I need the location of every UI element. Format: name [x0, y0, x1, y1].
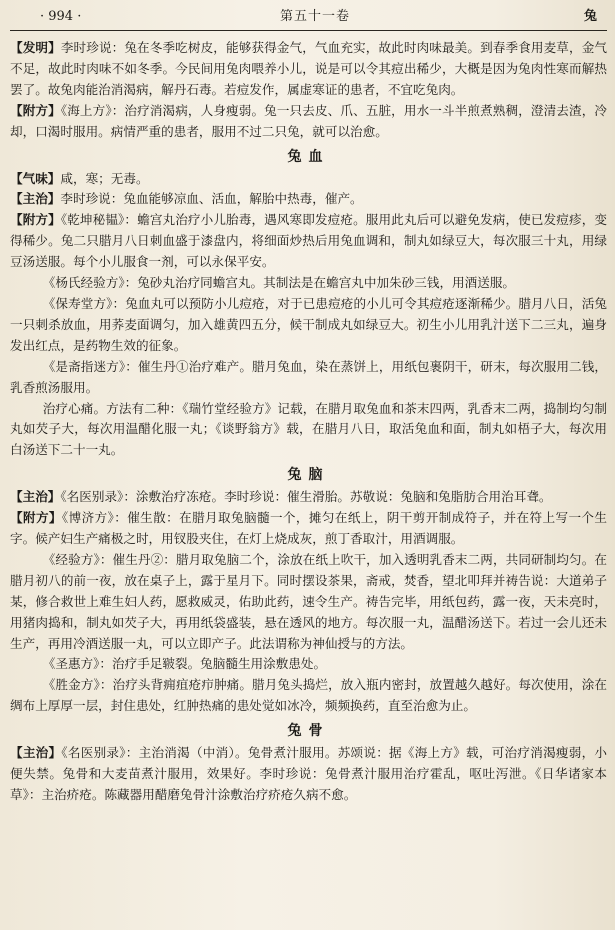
- tunao-fufang-paragraph: [10, 508, 607, 550]
- section-tab: 兔: [583, 9, 597, 24]
- tuxue-qiwei-tag: 【气味】: [10, 170, 61, 186]
- tugu-zhuzhi-tag: 【主治】: [10, 745, 62, 761]
- chapter-title: 第五十一卷: [280, 9, 351, 24]
- page-number: · 994 ·: [40, 9, 82, 24]
- page-content: [10, 38, 607, 806]
- tunao-fufang-paragraph-3: 《圣惠方》：治疗手足皲裂。兔脑髓生用涂敷患处。: [42, 656, 327, 672]
- tuxue-qiwei-paragraph: [10, 169, 607, 190]
- tunao-fufang-tag: 【附方】: [10, 510, 62, 526]
- faming-text: 李时珍说：兔在冬季吃树皮，能够获得金气，气血充实，故此时肉味最美。到春季食用麦草，金气不足，故此时肉味不如冬季。今民间用兔肉喂养小儿，说是可以令其痘出稀少，大概是因为兔肉性寒而解热罢了。故兔肉能治消渴病，解丹石毒。若痘发作，属虚寒证的患者，不宜吃兔肉。: [10, 40, 608, 97]
- tuxue-fufang-paragraph-5: 治疗心痛。方法有二种：《瑞竹堂经验方》记载，在腊月取兔血和茶末四两，乳香末二两，捣制均匀制丸如芡子大，每次用温醋化服一丸；《谈野翁方》载，在腊月八日，取活兔血和面，制丸如梧子大，每次用白汤送下二十一丸。: [10, 400, 607, 458]
- tunao-heading: 兔脑: [287, 467, 330, 484]
- tuxue-zhuzhi-paragraph: [10, 189, 607, 210]
- tunao-fufang-paragraph-4: 《胜金方》：治疗头背痈疽疮疖肿痛。腊月兔头捣烂，放入瓶内密封，放置越久越好。每次使用，涂在绸布上厚厚一层，封住患处，红肿热痛的患处觉如冰冷，频频换药，直至治愈为止。: [10, 677, 607, 714]
- intro-fufang-paragraph: [10, 101, 607, 143]
- tuxue-zhuzhi-tag: 【主治】: [10, 191, 61, 207]
- tuxue-fufang-text-1: 《乾坤秘韫》：蟾宫丸治疗小儿胎毒，遇风寒即发痘疮。服用此丸后可以避免发病，使已发痘疹，变得稀少。兔二只腊月八日刺血盛于漆盘内，将细面炒热后用兔血调和，制丸如绿豆大，每次服三十丸，用绿豆汤送服。每个小儿服食一剂，可以永保平安。: [10, 212, 607, 270]
- tuxue-heading: 兔血: [287, 148, 330, 165]
- tuxue-fufang-paragraph-4: 《是斋指迷方》：催生丹①治疗难产。腊月兔血，染在蒸饼上，用纸包裹阴干，研末，每次服用二钱，乳香煎汤服用。: [10, 358, 607, 395]
- tunao-zhuzhi-tag: 【主治】: [10, 489, 61, 505]
- tuxue-fufang-paragraph-2: 《杨氏经验方》：兔砂丸治疗同蟾宫丸。其制法是在蟾宫丸中加朱砂三钱，用酒送服。: [42, 275, 516, 291]
- faming-tag: 【发明】: [10, 40, 61, 55]
- tuxue-fufang-paragraph: [10, 210, 607, 273]
- tuxue-fufang-tag: 【附方】: [10, 212, 61, 228]
- page-header: [10, 6, 607, 28]
- tuxue-fufang-paragraph-3: 《保寿堂方》：兔血丸可以预防小儿痘疮，对于已患痘疮的小儿可令其痘疮逐渐稀少。腊月八日，活兔一只刺杀放血，用荞麦面调匀，加入雄黄四五分，候干制成丸如绿豆大。初生小儿用乳汁送下二三丸，遍身发出红点，是药物生效的征象。: [10, 295, 607, 353]
- tunao-zhuzhi-paragraph: [10, 487, 607, 508]
- tunao-fufang-paragraph-2: 《经验方》：催生丹②：腊月取兔脑二个，涂放在纸上吹干，加入透明乳香末二两，共同研制均匀。在腊月初八的前一夜，放在桌子上，露于星月下。同时摆设茶果，斋戒，焚香，望北叩拜并祷告说：大道弟子某，修合救世上难生妇人药，愿救威灵，佑助此药，速令生产。祷告完毕，用纸包药，露一夜，天未亮时，用猪肉捣和，制丸如芡子大，再用纸袋盛装，悬在透风的地方。每次服一丸，温醋汤送下。若过一会儿还未生产，再用冷酒送服一丸，可以立即产子。此法谓称为神仙授与的方法。: [10, 551, 607, 651]
- faming-paragraph: [10, 38, 607, 101]
- tuxue-qiwei-text: 咸，寒；无毒。: [60, 170, 149, 186]
- tunao-fufang-text-1: 《博济方》：催生散：在腊月取兔脑髓一个，摊匀在纸上，阴干剪开制成符子，并在符上写一个生字。候产妇生产痛极之时，用钗股夹住，在灯上烧成灰，煎丁香取汁，用酒调服。: [10, 510, 608, 547]
- tugu-heading: 兔骨: [287, 723, 330, 740]
- header-rule: [10, 30, 607, 31]
- tugu-zhuzhi-text: 《名医别录》：主治消渴（中消）。兔骨煮汁服用。苏颂说：据《海上方》载，可治疗消渴瘦弱，小便失禁。兔骨和大麦苗煮汁服用，效果好。李时珍说：兔骨煮汁服用治疗霍乱，呕吐泻泄。《日华诸家本草》：主治疥疮。陈藏器用醋磨兔骨汁涂敷治疗疥疮久病不愈。: [10, 745, 608, 802]
- tunao-zhuzhi-text: 《名医别录》：涂敷治疗冻疮。李时珍说：催生滑胎。苏敬说：兔脑和兔脂肪合用治耳聋。: [60, 489, 552, 505]
- tugu-zhuzhi-paragraph: [10, 743, 607, 806]
- intro-fufang-tag: 【附方】: [10, 102, 61, 118]
- tuxue-zhuzhi-text: 李时珍说：兔血能够凉血、活血，解胎中热毒，催产。: [60, 191, 363, 207]
- intro-fufang-text: 《海上方》：治疗消渴病，人身瘦弱。兔一只去皮、爪、五脏，用水一斗半煎煮熟稠，澄清去渣，冷却，口渴时服用。病情严重的患者，服用不过二只兔，就可以治愈。: [10, 102, 607, 139]
